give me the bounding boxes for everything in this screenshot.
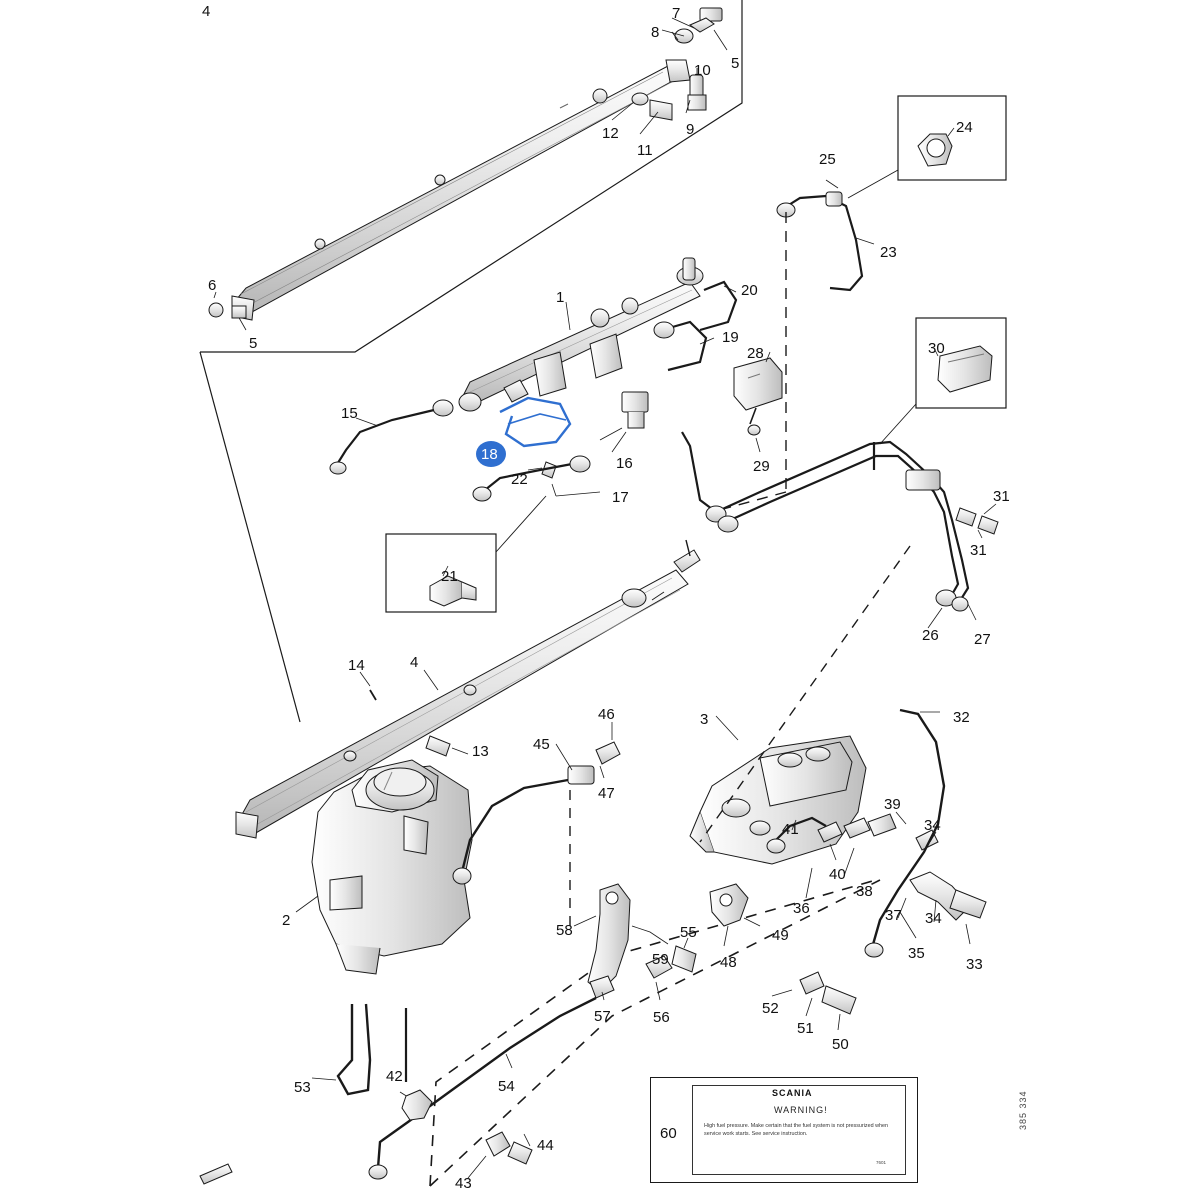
callout-39: 39 — [884, 796, 901, 813]
callout-57: 57 — [594, 1008, 611, 1025]
brand-label: SCANIA — [772, 1088, 813, 1098]
callout-54: 54 — [498, 1078, 515, 1095]
callout-29: 29 — [753, 458, 770, 475]
callout-22: 22 — [511, 471, 528, 488]
callout-56: 56 — [653, 1009, 670, 1026]
callout-10: 10 — [694, 62, 711, 79]
callout-8: 8 — [651, 24, 660, 41]
warning-title: WARNING! — [774, 1105, 828, 1115]
callout-3: 3 — [700, 711, 709, 728]
callout-42: 42 — [386, 1068, 403, 1085]
callout-45: 45 — [533, 736, 550, 753]
callout-17: 17 — [612, 489, 629, 506]
callout-12: 12 — [602, 125, 619, 142]
callout-14: 14 — [348, 657, 365, 674]
drawing-reference-code: 385 334 — [1018, 1090, 1028, 1130]
callout-41: 41 — [782, 821, 799, 838]
callout-50: 50 — [832, 1036, 849, 1053]
callout-15: 15 — [341, 405, 358, 422]
callout-31a: 31 — [993, 488, 1010, 505]
callout-20: 20 — [741, 282, 758, 299]
callout-38: 38 — [856, 883, 873, 900]
callout-43: 43 — [455, 1175, 472, 1192]
callout-53: 53 — [294, 1079, 311, 1096]
callout-18-highlighted: 18 — [481, 446, 498, 463]
callout-5b: 5 — [249, 335, 258, 352]
callout-11: 11 — [637, 142, 653, 159]
callout-49: 49 — [772, 927, 789, 944]
callout-24: 24 — [956, 119, 973, 136]
callout-23: 23 — [880, 244, 897, 261]
callout-13: 13 — [472, 743, 489, 760]
warning-code: 7601 — [876, 1160, 887, 1165]
callout-55: 55 — [680, 924, 697, 941]
callout-4b: 4 — [410, 654, 419, 671]
callout-2: 2 — [282, 912, 291, 929]
callout-9: 9 — [686, 121, 695, 138]
callout-58: 58 — [556, 922, 573, 939]
callout-34a: 34 — [924, 817, 941, 834]
callout-47: 47 — [598, 785, 615, 802]
callout-21: 21 — [441, 568, 458, 585]
callout-26: 26 — [922, 627, 939, 644]
callout-60: 60 — [660, 1125, 677, 1142]
callout-1: 1 — [556, 289, 565, 306]
callout-31b: 31 — [970, 542, 987, 559]
callout-37: 37 — [885, 907, 902, 924]
callout-33: 33 — [966, 956, 983, 973]
callout-25: 25 — [819, 151, 836, 168]
callout-35: 35 — [908, 945, 925, 962]
callout-44: 44 — [537, 1137, 554, 1154]
callout-46: 46 — [598, 706, 615, 723]
callout-32: 32 — [953, 709, 970, 726]
callout-6: 6 — [208, 277, 217, 294]
callout-7: 7 — [672, 5, 681, 22]
callout-34b: 34 — [925, 910, 942, 927]
callout-51: 51 — [797, 1020, 814, 1037]
warning-body-text: High fuel pressure. Make certain that the fuel system is not pressurized when service work starts. See service instruction. — [704, 1123, 888, 1138]
callout-48: 48 — [720, 954, 737, 971]
callout-28: 28 — [747, 345, 764, 362]
callout-59: 59 — [652, 951, 669, 968]
callout-19: 19 — [722, 329, 739, 346]
callout-40: 40 — [829, 866, 846, 883]
callout-36: 36 — [793, 900, 810, 917]
callout-16: 16 — [616, 455, 633, 472]
callout-30: 30 — [928, 340, 945, 357]
callout-4a: 4 — [202, 3, 211, 20]
callout-27: 27 — [974, 631, 991, 648]
callout-5a: 5 — [731, 55, 740, 72]
callout-52: 52 — [762, 1000, 779, 1017]
